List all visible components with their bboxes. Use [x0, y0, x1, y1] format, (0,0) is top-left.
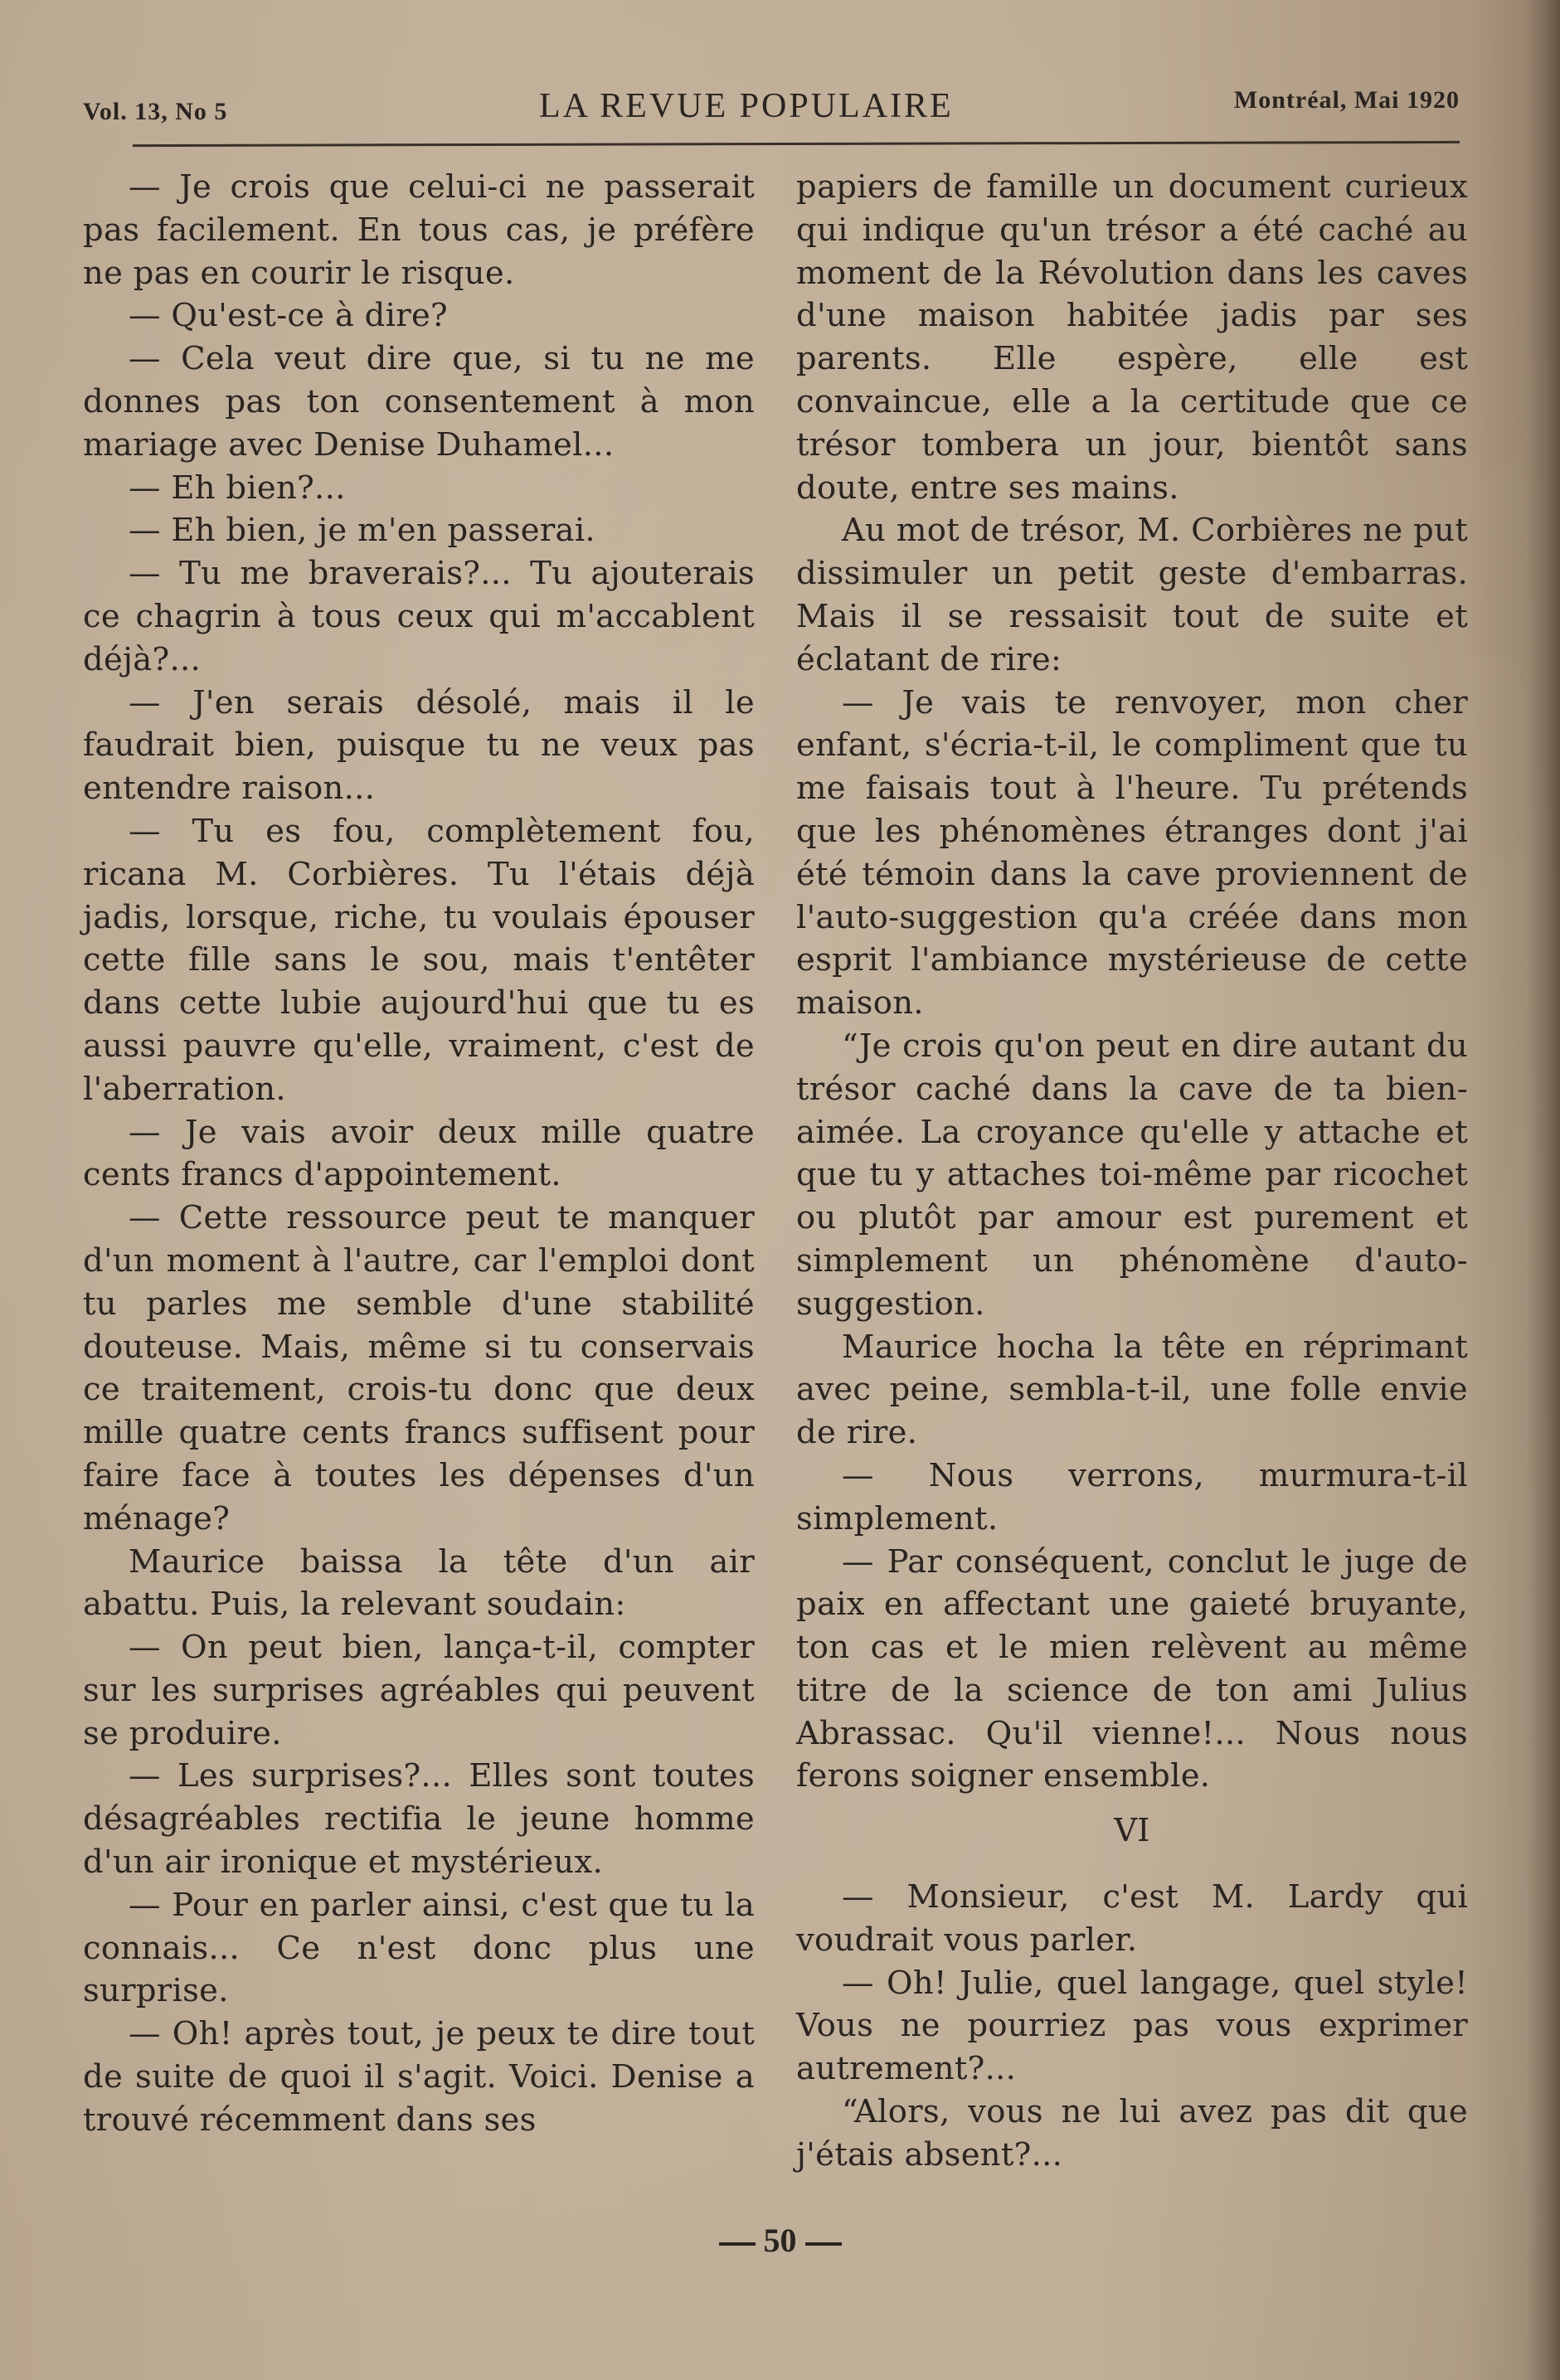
paragraph: — Par conséquent, conclut le juge de paix en affectant une gaieté bruyante, ton cas et le mien relèvent au même titre de la science de ton ami Julius Abrassac. Qu'il vienne!... Nous nous ferons soigner ensemble.	[796, 1542, 1468, 1795]
right-column	[796, 166, 1468, 2177]
paragraph: — Eh bien, je m'en passerai.	[129, 512, 595, 550]
paragraph: — Pour en parler ainsi, c'est que tu la connais... Ce n'est donc plus une surprise.	[83, 1886, 755, 2010]
paragraph: — Les surprises?... Elles sont toutes désagréables rectifia le jeune homme d'un air ironique et mystérieux.	[83, 1757, 755, 1882]
paragraph: Maurice hocha la tête en réprimant avec peine, sembla-t-il, une folle envie de rire.	[796, 1328, 1468, 1452]
page-footer	[0, 2221, 1560, 2260]
footer-dash-left	[719, 2242, 756, 2246]
paragraph: — On peut bien, lança-t-il, compter sur les surprises agréables qui peuvent se produire.	[83, 1629, 755, 1752]
paragraph: — Tu me braverais?... Tu ajouterais ce chagrin à tous ceux qui m'accablent déjà?...	[83, 555, 755, 678]
paragraph: — Cette ressource peut te manquer d'un moment à l'autre, car l'emploi dont tu parles me semble d'une stabilité douteuse. Mais, même si tu conservais ce traitement, crois-tu donc que deux mille quatre cents francs suffisent pour faire face à toutes les dépenses d'un ménage?	[83, 1199, 755, 1537]
header-rule	[133, 141, 1460, 147]
paragraph: — Je crois que celui-ci ne passerait pas facilement. En tous cas, je préfère ne pas en courir le risque.	[83, 168, 755, 292]
paragraph: — Qu'est-ce à dire?	[129, 297, 448, 335]
paragraph: “Je crois qu'on peut en dire autant du trésor caché dans la cave de ta bien-aimée. La croyance qu'elle y attache et que tu y attaches toi-même par ricochet ou plutôt par amour est purement et simplement un phénomène d'auto-suggestion.	[796, 1027, 1468, 1323]
place-date: Montréal, Mai 1920	[1233, 86, 1460, 114]
footer-dash-right	[805, 2242, 842, 2246]
paragraph: — J'en serais désolé, mais il le faudrait bien, puisque tu ne veux pas entendre raison...	[83, 683, 755, 808]
paragraph: — Tu es fou, complètement fou, ricana M. Corbières. Tu l'étais déjà jadis, lorsque, riche, tu voulais épouser cette fille sans le sou, mais t'entêter dans cette lubie aujourd'hui que tu es aussi pauvre qu'elle, vraiment, c'est de l'aberration.	[83, 812, 755, 1108]
volume-number: Vol. 13, No 5	[83, 98, 228, 125]
paragraph: — Cela veut dire que, si tu ne me donnes pas ton consentement à mon mariage avec Denise Duhamel...	[83, 340, 755, 464]
paragraph: — Je vais te renvoyer, mon cher enfant, s'écria-t-il, le compliment que tu me faisais tout à l'heure. Tu prétends que les phénomènes étranges dont j'ai été témoin dans la cave proviennent de l'auto-suggestion qu'a créée dans mon esprit l'ambiance mystérieuse de cette maison.	[796, 683, 1468, 1022]
paragraph: Au mot de trésor, M. Corbières ne put dissimuler un petit geste d'embarras. Mais il se ressaisit tout de suite et éclatant de rire:	[796, 512, 1468, 678]
page-number: 50	[763, 2222, 797, 2259]
paragraph: — Eh bien?...	[129, 469, 346, 507]
left-column	[83, 166, 755, 2142]
paragraph: — Oh! après tout, je peux te dire tout de suite de quoi il s'agit. Voici. Denise a trouvé récemment dans ses	[83, 2015, 755, 2139]
paragraph: — Monsieur, c'est M. Lardy qui voudrait vous parler.	[796, 1878, 1468, 1959]
paragraph: papiers de famille un document curieux qui indique qu'un trésor a été caché au moment de la Révolution dans les caves d'une maison habitée jadis par ses parents. Elle espère, elle est convaincue, elle a la certitude que ce trésor tombera un jour, bientôt sans doute, entre ses mains.	[796, 168, 1468, 507]
running-header	[83, 81, 1460, 131]
chapter-heading: VI	[1114, 1812, 1150, 1850]
paragraph: — Je vais avoir deux mille quatre cents francs d'appointement.	[83, 1113, 755, 1194]
magazine-title: LA REVUE POPULAIRE	[539, 87, 954, 125]
page-edge-shadow	[1527, 0, 1560, 2380]
paragraph: — Oh! Julie, quel langage, quel style! Vous ne pourriez pas vous exprimer autrement?...	[796, 1964, 1468, 2088]
paragraph: Maurice baissa la tête d'un air abattu. Puis, la relevant soudain:	[83, 1542, 755, 1624]
paragraph: — Nous verrons, murmura-t-il simplement.	[796, 1456, 1468, 1537]
paragraph: “Alors, vous ne lui avez pas dit que j'étais absent?...	[796, 2093, 1468, 2174]
